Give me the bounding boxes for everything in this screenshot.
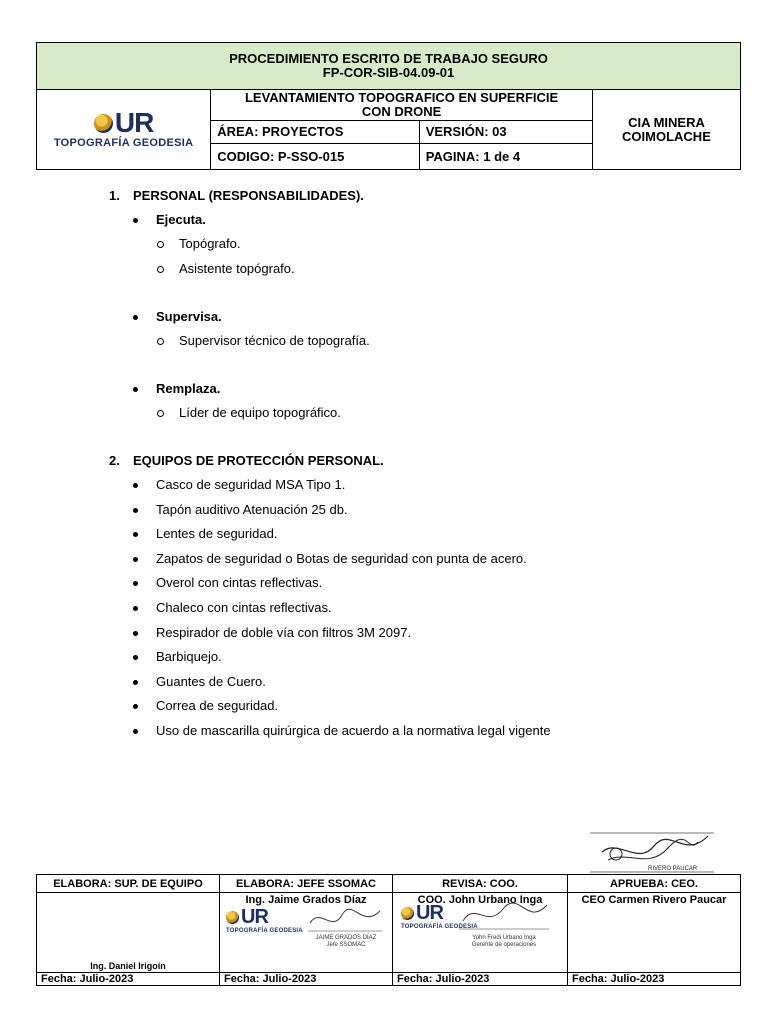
bullet-icon bbox=[133, 581, 138, 586]
stamp-role: Jefe SSOMAC bbox=[326, 942, 366, 948]
date-cell: Fecha: Julio-2023 bbox=[37, 973, 220, 986]
signer-name: CEO Carmen Rivero Paucar bbox=[581, 894, 727, 906]
circle-bullet-icon bbox=[157, 241, 164, 248]
circle-bullet-icon bbox=[157, 338, 164, 345]
bullet-icon bbox=[133, 532, 138, 537]
item-text: Uso de mascarilla quirúrgica de acuerdo a la normativa legal vigente bbox=[156, 723, 551, 738]
area-cell: ÁREA: PROYECTOS bbox=[211, 121, 419, 144]
logo-subtitle: TOPOGRAFÍA GEODESIA bbox=[226, 928, 303, 934]
bullet-icon bbox=[133, 631, 138, 636]
signature-cell bbox=[393, 893, 568, 973]
bullet-icon bbox=[133, 655, 138, 660]
signature-cell bbox=[568, 893, 741, 973]
circle-bullet-icon bbox=[157, 410, 164, 417]
signature-cell bbox=[220, 893, 393, 973]
section-number: 2. bbox=[109, 453, 120, 468]
bullet-icon bbox=[133, 557, 138, 562]
item-text: Respirador de doble vía con filtros 3M 2097. bbox=[156, 624, 412, 640]
signer-name: COO. John Urbano Inga bbox=[417, 894, 543, 906]
company-cell bbox=[592, 90, 740, 170]
logo-subtitle: TOPOGRAFÍA GEODESIA bbox=[401, 924, 478, 930]
document-code: FP-COR-SIB-04.09-01 bbox=[322, 65, 455, 80]
group-label: Remplaza. bbox=[156, 381, 221, 396]
bullet-icon bbox=[133, 704, 138, 709]
bullet-icon bbox=[133, 483, 138, 488]
stamp-text: RIVERO PAUCAR bbox=[648, 866, 698, 872]
date-cell: Fecha: Julio-2023 bbox=[393, 973, 568, 986]
document-title: PROCEDIMIENTO ESCRITO DE TRABAJO SEGURO bbox=[229, 51, 548, 66]
logo-cell bbox=[37, 90, 211, 170]
group-label: Ejecuta. bbox=[156, 212, 206, 227]
item-text: Chaleco con cintas reflectivas. bbox=[156, 600, 332, 615]
bullet-icon bbox=[133, 315, 138, 320]
company-logo bbox=[54, 109, 194, 150]
company-name: CIA MINERA bbox=[628, 114, 705, 130]
company-logo bbox=[226, 907, 303, 935]
date-cell: Fecha: Julio-2023 bbox=[220, 973, 393, 986]
signer-name: Ing. Jaime Grados Díaz bbox=[245, 894, 367, 906]
signature-stamp bbox=[459, 935, 549, 949]
logo-brand: UR bbox=[114, 107, 154, 138]
role-cell: APRUEBA: CEO. bbox=[568, 875, 741, 893]
page-cell: PAGINA: 1 de 4 bbox=[419, 144, 592, 170]
document-title-cell bbox=[37, 43, 741, 90]
date-cell: Fecha: Julio-2023 bbox=[568, 973, 741, 986]
item-text: Supervisor técnico de topografía. bbox=[179, 333, 370, 348]
approval-table bbox=[36, 874, 741, 986]
section-1-heading bbox=[109, 188, 364, 203]
section-number: 1. bbox=[109, 188, 120, 203]
procedure-title: LEVANTAMIENTO TOPOGRAFICO EN SUPERFICIE bbox=[244, 90, 559, 105]
item-text: Topógrafo. bbox=[179, 236, 241, 251]
item-text: Guantes de Cuero. bbox=[156, 673, 266, 689]
procedure-title-2: CON DRONE bbox=[361, 104, 442, 119]
procedure-title-cell bbox=[211, 90, 593, 121]
logo-subtitle: TOPOGRAFÍA GEODESIA bbox=[53, 137, 194, 149]
signature-scribble bbox=[457, 899, 553, 933]
signer-name: Ing. Daniel Irigoín bbox=[90, 961, 166, 971]
item-text: Correa de seguridad. bbox=[156, 698, 279, 714]
bullet-icon bbox=[133, 680, 138, 685]
bullet-icon bbox=[133, 387, 138, 392]
version-cell: VERSIÓN: 03 bbox=[419, 121, 592, 144]
item-text: Casco de seguridad MSA Tipo 1. bbox=[156, 477, 346, 492]
role-cell: REVISA: COO. bbox=[393, 875, 568, 893]
document-header bbox=[36, 42, 741, 170]
code-cell: CODIGO: P-SSO-015 bbox=[211, 144, 419, 170]
item-text: Lentes de seguridad. bbox=[156, 526, 278, 542]
item-text: Tapón auditivo Atenuación 25 db. bbox=[156, 501, 348, 517]
signature-scribble bbox=[306, 903, 386, 937]
item-text: Asistente topógrafo. bbox=[179, 261, 295, 276]
section-title: EQUIPOS DE PROTECCIÓN PERSONAL. bbox=[133, 453, 384, 468]
logo-brand: UR bbox=[241, 906, 268, 928]
role-cell: ELABORA: SUP. DE EQUIPO bbox=[37, 875, 220, 893]
stamp-role: Gerente de operaciones bbox=[471, 942, 537, 948]
item-text: Líder de equipo topográfico. bbox=[179, 405, 341, 420]
globe-icon bbox=[94, 114, 113, 133]
section-2-heading bbox=[109, 453, 384, 468]
group-label: Supervisa. bbox=[156, 309, 222, 324]
globe-icon bbox=[226, 911, 239, 924]
stamp-name: Yohn Fredi Urbano Inga bbox=[472, 935, 536, 941]
signature-stamp bbox=[310, 935, 382, 949]
bullet-icon bbox=[133, 606, 138, 611]
item-text: Zapatos de seguridad o Botas de seguridad con punta de acero. bbox=[156, 550, 527, 566]
approval-signature-stamp bbox=[588, 830, 716, 874]
section-title: PERSONAL (RESPONSABILIDADES). bbox=[133, 188, 364, 203]
stamp-name: JAIME GRADOS DÍAZ bbox=[315, 935, 377, 941]
globe-icon bbox=[401, 907, 414, 920]
bullet-icon bbox=[133, 508, 138, 513]
item-text: Overol con cintas reflectivas. bbox=[156, 575, 323, 591]
logo-brand: UR bbox=[416, 902, 443, 924]
circle-bullet-icon bbox=[157, 266, 164, 273]
bullet-icon bbox=[133, 218, 138, 223]
item-text: Barbiquejo. bbox=[156, 649, 222, 665]
role-cell: ELABORA: JEFE SSOMAC bbox=[220, 875, 393, 893]
bullet-icon bbox=[133, 729, 138, 734]
signature-cell bbox=[37, 893, 220, 973]
company-name-2: COIMOLACHE bbox=[622, 128, 711, 144]
